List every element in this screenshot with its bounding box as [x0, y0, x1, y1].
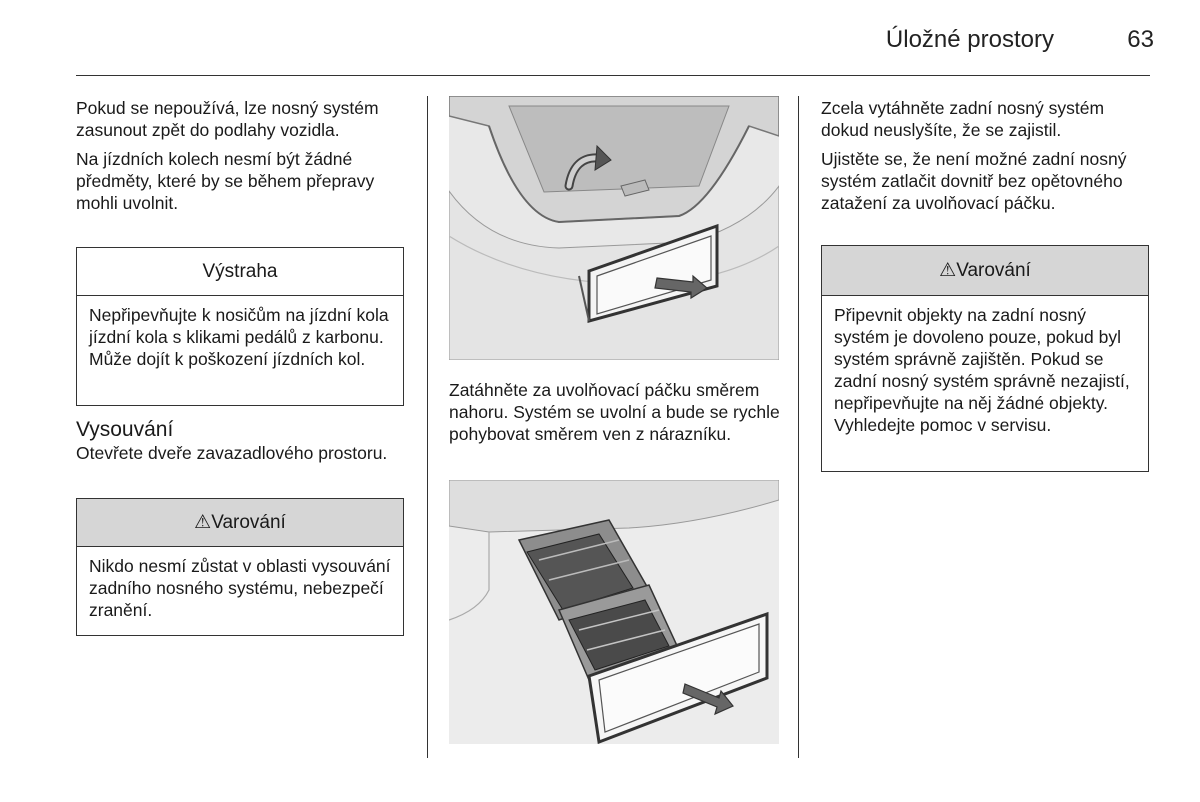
warning-body-left: Nikdo nesmí zůstat v oblasti vysouvání zadního nosného systému, nebezpečí zranění.: [89, 556, 391, 620]
page-number: 63: [1127, 26, 1154, 53]
notice-box: [76, 247, 404, 406]
col1-paragraph-3: Otevřete dveře zavazadlového prostoru.: [76, 443, 388, 463]
section-heading: Vysouvání: [76, 418, 174, 441]
warning-title-left: Varování: [211, 512, 286, 533]
warning-box-left: [76, 498, 404, 636]
warning-body-right: Připevnit objekty na zadní nosný systém je dovoleno pouze, pokud byl systém správně zajištěn. Pokud se zadní nosný systém správně nezajistí, nepřipevňujte na něj žádné objekty. Vyhledejte pomoc v servisu.: [834, 305, 1130, 435]
col3-paragraph-1: Zcela vytáhněte zadní nosný systém dokud neuslyšíte, že se zajistil.: [821, 98, 1105, 140]
col2-caption: Zatáhněte za uvolňovací páčku směrem nahoru. Systém se uvolní a bude se rychle pohybovat směrem ven z nárazníku.: [449, 380, 780, 444]
warning-header-left: [77, 499, 403, 547]
figure-carrier-extended: [449, 480, 779, 744]
col1-paragraph-2: Na jízdních kolech nesmí být žádné předměty, které by se během přepravy mohli uvolnit.: [76, 149, 375, 213]
col1-paragraph-1: Pokud se nepoužívá, lze nosný systém zasunout zpět do podlahy vozidla.: [76, 98, 379, 140]
column-divider-left: [427, 96, 428, 758]
warning-header-right: [822, 246, 1148, 296]
car-rear-release-illustration: [449, 96, 779, 360]
col1-section: [76, 418, 406, 464]
warning-triangle-icon: ⚠: [194, 512, 212, 533]
notice-body: Nepřipevňujte k nosičům na jízdní kola jízdní kola s klikami pedálů z karbonu. Může dojít k poškození jízdních kol.: [89, 305, 389, 369]
warning-triangle-icon: ⚠: [939, 260, 957, 281]
col3-intro: [821, 97, 1156, 214]
header-rule: [76, 75, 1150, 76]
page-section-title: Úložné prostory: [885, 26, 1054, 53]
col3-paragraph-2: Ujistěte se, že není možné zadní nosný systém zatlačit dovnitř bez opětovného zatažení za uvolňovací páčku.: [821, 149, 1127, 213]
column-divider-right: [798, 96, 799, 758]
warning-title-right: Varování: [956, 260, 1031, 281]
figure-release-lever: [449, 96, 779, 360]
figure-caption-1: [449, 379, 784, 445]
carrier-extended-illustration: [449, 480, 779, 744]
notice-title: Výstraha: [77, 248, 403, 296]
col1-intro: [76, 97, 406, 214]
warning-box-right: [821, 245, 1149, 472]
